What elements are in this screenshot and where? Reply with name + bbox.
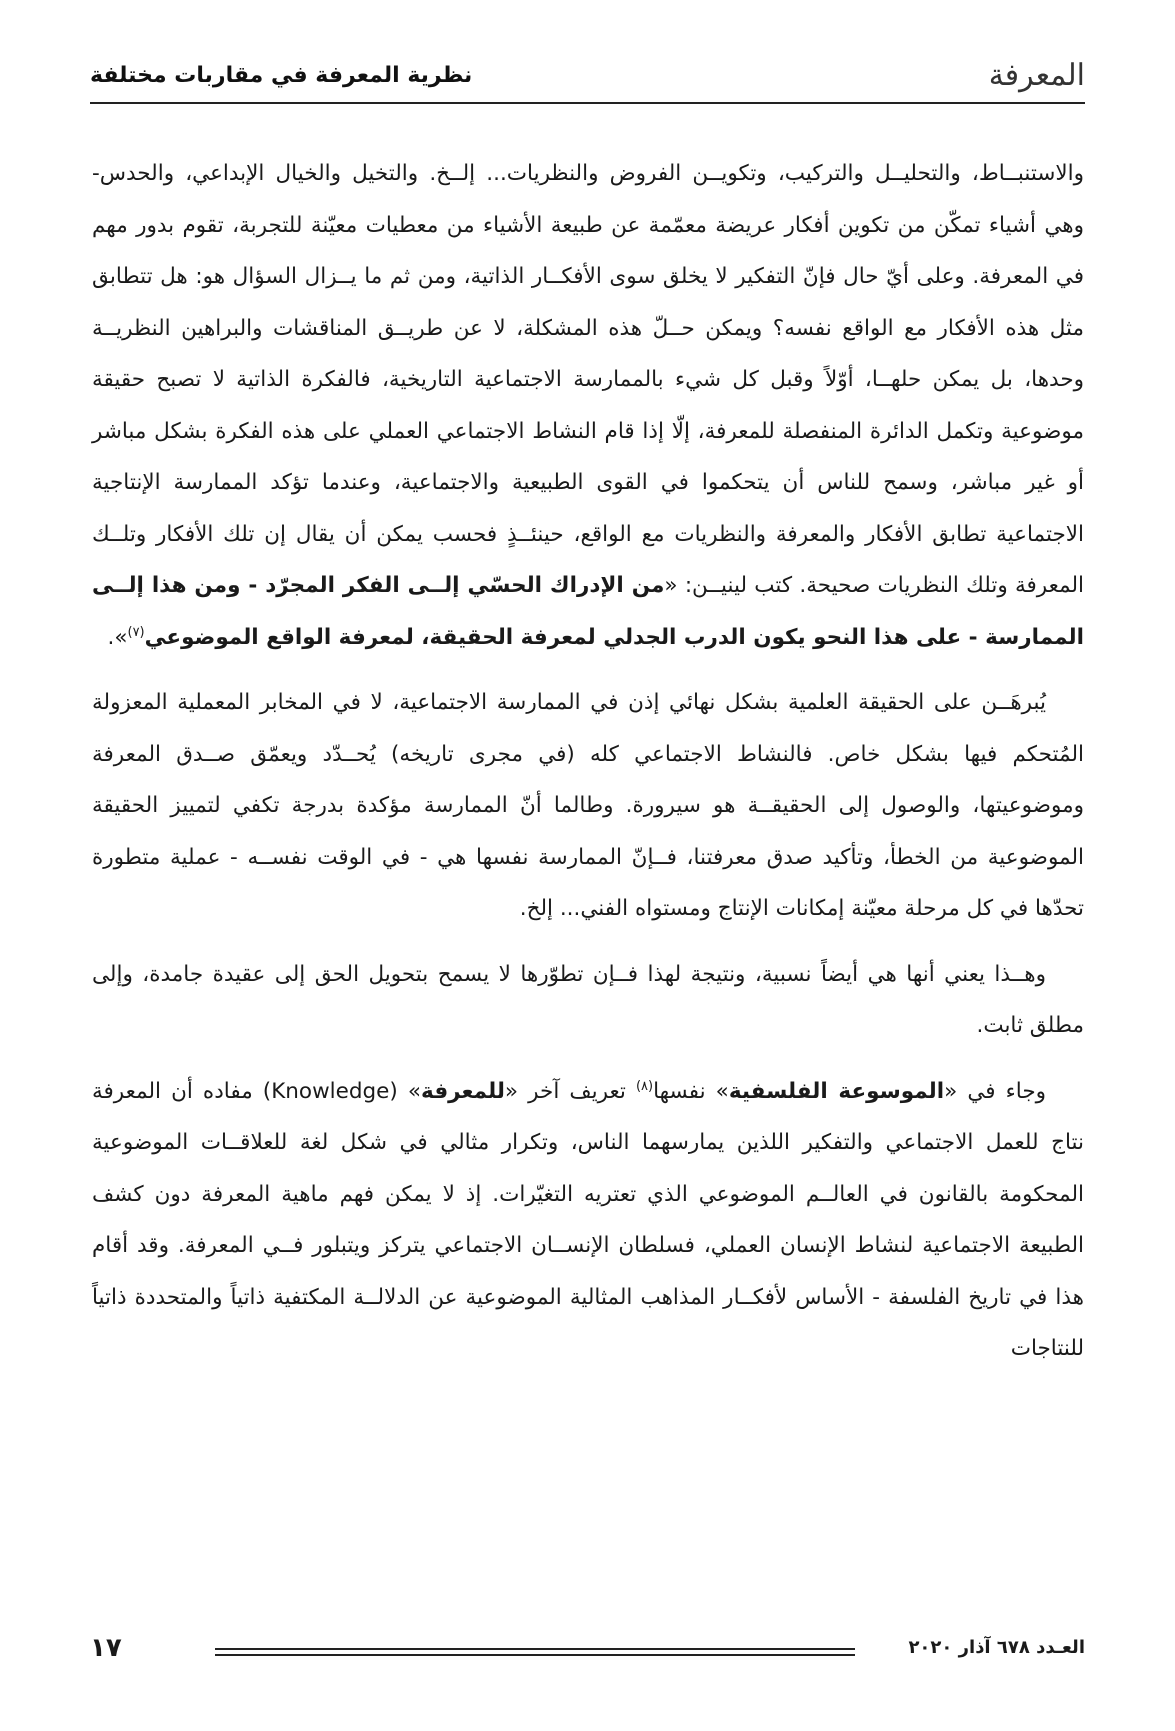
article-body [92, 148, 1084, 1389]
paragraph-4-text-b: » نفسها [653, 1078, 729, 1104]
journal-logo: المعرفة [988, 58, 1085, 93]
footnote-ref-7[interactable]: (٧) [127, 624, 145, 640]
header-divider [90, 102, 1085, 104]
running-title: نظرية المعرفة في مقاربات مختلفة [90, 63, 473, 88]
issue-info: العـدد ٦٧٨ آذار ٢٠٢٠ [908, 1637, 1085, 1658]
paragraph-4-text-c: تعريف آخر « [504, 1078, 636, 1104]
lenin-quote: من الإدراك الحسّي إلــى الفكر المجرّد - ومن هذا إلــى الممارسة - على هذا النحو يكون الدرب الجدلي لمعرفة الحقيقة، لمعرفة الواقع الموضوعي [92, 573, 1084, 650]
encyclopedia-title: الموسوعة الفلسفية [728, 1078, 945, 1104]
paragraph-1 [92, 148, 1084, 663]
knowledge-term: للمعرفة [421, 1078, 505, 1104]
footer-divider [215, 1648, 855, 1656]
paragraph-1-end: ». [107, 624, 128, 650]
paragraph-4 [92, 1066, 1084, 1375]
page-number: ١٧ [90, 1633, 122, 1663]
paragraph-2: يُبرهَــن على الحقيقة العلمية بشكل نهائي إذن في الممارسة الاجتماعية، لا في المخابر المعملية المعزولة المُتحكم فيها بشكل خاص. فالنشاط الاجتماعي كله (في مجرى تاريخه) يُحــدّد ويعمّق صــدق المعرفة وموضوعيتها، والوصول إلى الحقيقــة هو سيرورة. وطالما أنّ الممارسة مؤكدة بدرجة تكفي لتمييز الحقيقة الموضوعية من الخطأ، وتأكيد صدق معرفتنا، فــإنّ الممارسة نفسها هي - في الوقت نفســه - عملية متطورة تحدّها في كل مرحلة معيّنة إمكانات الإنتاج ومستواه الفني... إلخ. [92, 690, 1084, 921]
page-header [90, 56, 1085, 96]
footnote-ref-8[interactable]: (٨) [635, 1078, 654, 1094]
paragraph-4-lead: وجاء في « [944, 1078, 1046, 1104]
paragraph-1-text: والاستنبــاط، والتحليــل والتركيب، وتكويــن الفروض والنظريات... إلــخ. والتخيل والخيال الإبداعي، والحدس- وهي أشياء تمكّن من تكوين أفكار عريضة معمّمة عن طبيعة الأشياء من معطيات معيّنة للتجربة، تقوم بدور مهم في المعرفة. وعلى أيّ حال فإنّ التفكير لا يخلق سوى الأفكــار الذاتية، ومن ثم ما يــزال السؤال هو: هل تتطابق مثل هذه الأفكار مع الواقع نفسه؟ ويمكن حــلّ هذه المشكلة، لا عن طريــق المناقشات والبراهين النظريــة وحدها، بل يمكن حلهــا، أوّلاً وقبل كل شيء بالممارسة الاجتماعية التاريخية، فالفكرة الذاتية لا تصبح حقيقة موضوعية وتكمل الدائرة المنفصلة للمعرفة، إلّا إذا قام النشاط الاجتماعي العملي على هذه الفكرة بشكل مباشر أو غير مباشر، وسمح للناس أن يتحكموا في القوى الطبيعية والاجتماعية، وعندما تؤكد الممارسة الإنتاجية الاجتماعية تطابق الأفكار والمعرفة والنظريات مع الواقع، حينئــذٍ فحسب يمكن أن يقال إن تلك الأفكار وتلــك المعرفة وتلك النظريات صحيحة. كتب لينيــن: « [92, 161, 1084, 598]
paragraph-3: وهــذا يعني أنها هي أيضاً نسبية، ونتيجة لهذا فــإن تطوّرها لا يسمح بتحويل الحق إلى عقيدة جامدة، وإلى مطلق ثابت. [92, 961, 1084, 1038]
paragraph-4-text-d: » (Knowledge) مفاده أن المعرفة نتاج للعمل الاجتماعي والتفكير اللذين يمارسهما الناس، وتكرار مثالي في شكل لغة للعلاقــات الموضوعية المحكومة بالقانون في العالــم الموضوعي الذي تعتريه التغيّرات. إذ لا يمكن فهم ماهية المعرفة دون كشف الطبيعة الاجتماعية لنشاط الإنسان العملي، فسلطان الإنســان الاجتماعي يتركز ويتبلور فــي المعرفة. وقد أقام هذا في تاريخ الفلسفة - الأساس لأفكــار المذاهب المثالية الموضوعية عن الدلالــة المكتفية ذاتياً والمتحددة ذاتياً للنتاجات [92, 1078, 1084, 1361]
